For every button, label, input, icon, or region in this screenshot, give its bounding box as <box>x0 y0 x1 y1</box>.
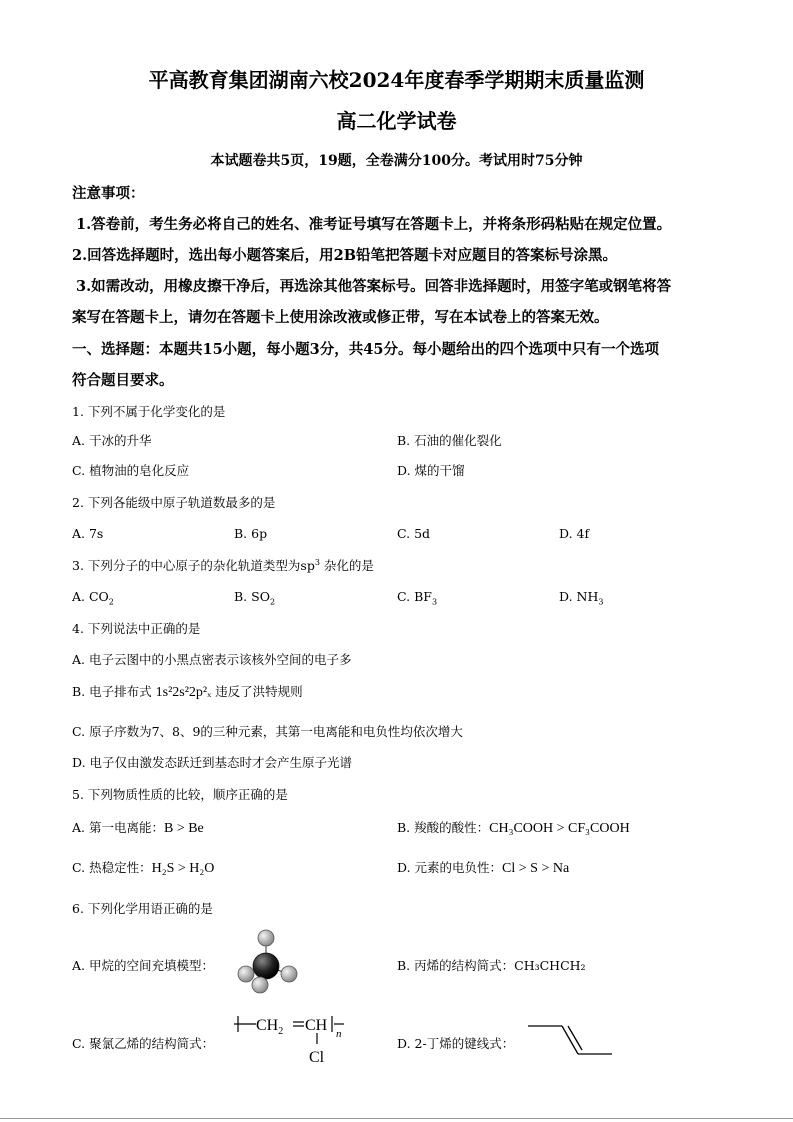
ch-group: CH <box>305 1017 328 1034</box>
question-5-stem: 5. 下列物质性质的比较，顺序正确的是 <box>72 787 288 802</box>
question-5-option-a: A. 第一电离能：B > Be <box>72 820 204 836</box>
question-3-stem: 3. 下列分子的中心原子的杂化轨道类型为$sp^3$ 杂化的是 <box>72 557 374 573</box>
question-4-option-c: C. 原子序数为7、8、9的三种元素，其第一电离能和电负性均依次增大 <box>72 724 463 739</box>
2-butene-skeletal-formula <box>526 1020 614 1060</box>
question-5-option-c: C. 热稳定性：H₂S > H₂O <box>72 860 215 876</box>
notice-item-3-line-1: 3.如需改动，用橡皮擦干净后，再选涂其他答案标号。回答非选择题时，用签字笔或钢笔将答 <box>76 278 672 295</box>
question-2-option-a: A. 7s <box>72 526 104 541</box>
question-1-option-a: A. 干冰的升华 <box>72 433 152 448</box>
exam-info: 本试题卷共5页，19题，全卷满分100分。考试用时75分钟 <box>210 153 583 169</box>
question-6-option-a: A. 甲烷的空间充填模型： <box>72 958 214 973</box>
section-1-heading: 一、选择题：本题共15小题，每小题3分，共45分。每小题给出的四个选项中只有一个选项 <box>72 341 659 358</box>
methane-space-filling-model <box>234 928 306 996</box>
notice-item-2: 2.回答选择题时，选出每小题答案后，用2B铅笔把答题卡对应题目的答案标号涂黑。 <box>72 247 617 264</box>
question-1-option-d: D. 煤的干馏 <box>397 463 465 478</box>
hydrogen-atom <box>281 966 297 982</box>
question-3-option-a: A. $CO_2$ <box>72 589 114 607</box>
ch2-group: $CH_2$ <box>256 1017 284 1037</box>
question-2-stem: 2. 下列各能级中原子轨道数最多的是 <box>72 495 276 510</box>
question-2-option-b: B. 6p <box>234 526 268 541</box>
notice-item-3-line-2: 案写在答题卡上，请勿在答题卡上使用涂改液或修正带，写在本试卷上的答案无效。 <box>72 309 609 326</box>
question-1-stem: 1. 下列不属于化学变化的是 <box>72 404 226 419</box>
propene-formula: CH₃CHCH₂ <box>514 958 586 973</box>
question-6-stem: 6. 下列化学用语正确的是 <box>72 901 213 916</box>
page-bottom-divider <box>0 1118 793 1119</box>
question-3-option-c: C. $BF_3$ <box>397 589 438 607</box>
question-1-option-b: B. 石油的催化裂化 <box>397 433 502 448</box>
question-6-option-b: B. 丙烯的结构简式：CH₃CHCH₂ <box>397 958 586 973</box>
section-1-heading-cont: 符合题目要求。 <box>72 372 174 389</box>
electron-configuration: 1s²2s²2p²ₓ <box>155 685 212 700</box>
notice-item-1: 1.答卷前，考生务必将自己的姓名、准考证号填写在答题卡上，并将条形码粘贴在规定位置。 <box>76 216 672 233</box>
hydrogen-atom <box>252 977 268 993</box>
question-4-option-d: D. 电子仅由激发态跃迁到基态时才会产生原子光谱 <box>72 755 353 770</box>
hydrogen-atom <box>238 966 254 982</box>
carbon-atom <box>253 953 279 979</box>
chlorine-substituent: Cl <box>309 1049 325 1066</box>
exam-title: 平高教育集团湖南六校2024年度春季学期期末质量监测 <box>148 68 645 92</box>
hydrogen-atom <box>258 930 274 946</box>
question-6-option-d: D. 2-丁烯的键线式： <box>397 1036 515 1051</box>
question-4-stem: 4. 下列说法中正确的是 <box>72 621 201 636</box>
question-2-option-d: D. 4f <box>559 526 590 541</box>
question-3-option-d: D. $NH_3$ <box>559 589 604 607</box>
question-5-option-d: D. 元素的电负性：Cl > S > Na <box>397 860 570 876</box>
question-5-option-b: B. 羧酸的酸性：CH₃COOH > CF₃COOH <box>397 820 630 836</box>
question-3-option-b: B. $SO_2$ <box>234 589 276 607</box>
question-6-option-c: C. 聚氯乙烯的结构简式： <box>72 1036 215 1051</box>
notice-heading: 注意事项： <box>72 185 145 202</box>
pvc-structure <box>234 1010 346 1070</box>
question-4-option-b: B. 电子排布式 1s²2s²2p²ₓ 违反了洪特规则 <box>72 684 303 700</box>
repeat-count-n: n <box>336 1028 342 1040</box>
question-1-option-c: C. 植物油的皂化反应 <box>72 463 190 478</box>
question-2-option-c: C. 5d <box>397 526 431 541</box>
question-4-option-a: A. 电子云图中的小黑点密表示该核外空间的电子多 <box>72 652 352 667</box>
paper-subtitle: 高二化学试卷 <box>336 109 457 133</box>
